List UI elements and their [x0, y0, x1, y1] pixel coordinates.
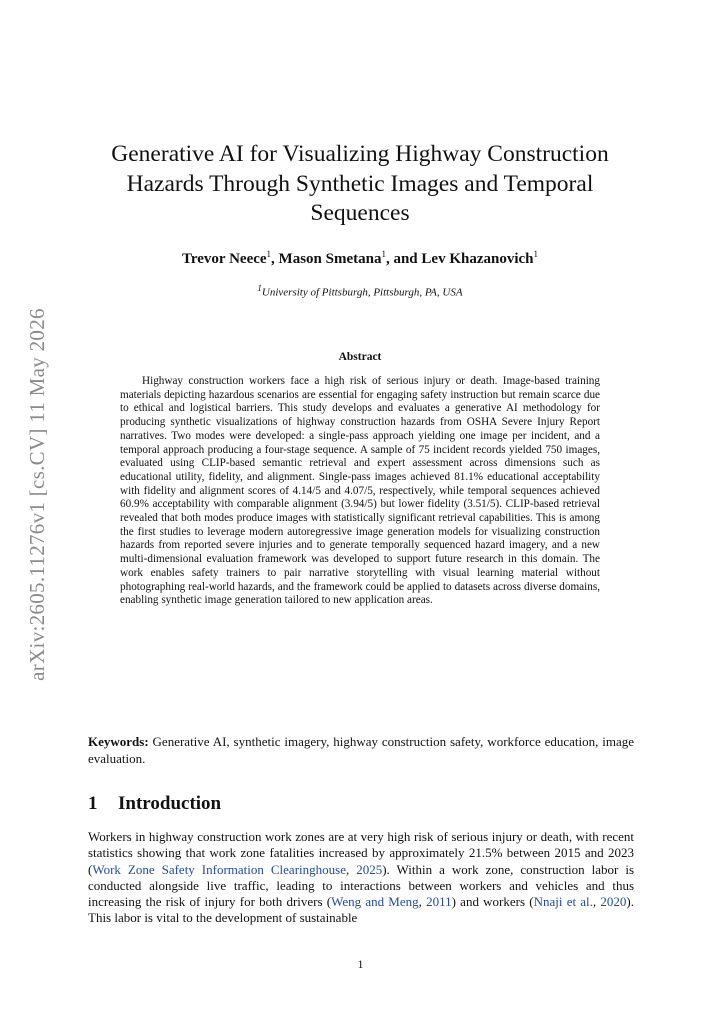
author-list	[80, 249, 640, 268]
keywords-label: Keywords:	[88, 734, 149, 749]
citation-link[interactable]: Weng and Meng	[331, 894, 419, 910]
intro-text: Workers in highway construction work zones are at very high risk of serious injury or death, with recent statistics showing that work zone fatalities increased by approximately 21.5% between 2015 and 2023 (	[88, 829, 634, 877]
affiliation-mark: 1	[533, 249, 538, 259]
arxiv-identifier: arXiv:2605.11276v1 [cs.CV] 11 May 2026	[24, 308, 49, 681]
section-heading	[88, 793, 634, 815]
author-separator: ,	[271, 251, 279, 267]
affiliation-text: University of Pittsburgh, Pittsburgh, PA, USA	[261, 286, 463, 299]
citation-link[interactable]: 2025	[356, 861, 383, 877]
author-name: Trevor Neece	[182, 251, 267, 267]
citation-link[interactable]: 2020	[600, 894, 627, 910]
intro-text: ,	[418, 894, 427, 910]
author-name: Lev Khazanovich	[421, 251, 534, 267]
affiliation-mark: 1	[266, 249, 272, 259]
page-number: 1	[357, 957, 364, 971]
author-name: Mason Smetana	[278, 251, 382, 267]
arxiv-sidebar	[22, 292, 52, 697]
affiliation-mark: 1	[381, 249, 386, 259]
abstract-heading: Abstract	[338, 351, 382, 363]
citation-link[interactable]: Nnaji et al.	[533, 894, 593, 910]
intro-text: ) and workers (	[451, 894, 534, 910]
affiliation	[80, 283, 640, 299]
abstract-body: Highway construction workers face a high risk of serious injury or death. Image-based training materials depicting hazardous scenarios are essential for engaging safety instruction but remain scarce due to ethical and logistical barriers. This study develops and evaluates a generative AI methodology for producing synthetic visualizations of highway construction hazards from OSHA Severe Injury Report narratives. Two modes were developed: a single-pass approach yielding one image per incident, and a temporal approach producing a four-stage sequence. A sample of 75 incident records yielded 750 images, evaluated using CLIP-based semantic retrieval and expert assessment across dimensions such as educational utility, fidelity, and alignment. Single-pass images achieved 81.1% educational acceptability with fidelity and alignment scores of 4.14/5 and 4.07/5, respectively, while temporal sequences achieved 60.9% acceptability with comparable alignment (3.94/5) but lower fidelity (3.51/5). CLIP-based retrieval revealed that both modes produce images with statistically significant retrieval capabilities. This is among the first studies to leverage modern autoregressive image generation models for visualizing construction hazards from reported severe injuries and to generate temporally sequenced hazard imagery, and a new multi-dimensional evaluation framework was developed to support future research in this domain. The work enables safety trainers to pair narrative storytelling with visual learning material without photographing real-world hazards, and the framework could be applied to datasets across diverse domains, enabling synthetic image generation tailored to new application areas.	[120, 375, 600, 607]
intro-text: ). This labor is vital to the development of sustainable	[88, 894, 634, 926]
affiliation-mark: 1	[257, 283, 262, 293]
author-separator: , and	[385, 251, 422, 267]
section-title: Introduction	[118, 793, 222, 814]
intro-text: ,	[592, 894, 601, 910]
section-number: 1	[88, 793, 98, 814]
citation-link[interactable]: 2011	[426, 894, 452, 910]
citation-link[interactable]: Work Zone Safety Information Clearinghouse	[92, 861, 346, 877]
intro-text: ,	[345, 861, 357, 877]
introduction-paragraph	[88, 829, 634, 927]
intro-text: ). Within a work zone, construction labor is conducted alongside live traffic, leading to interactions between workers and vehicles and thus increasing the risk of injury for both drivers (	[88, 861, 634, 910]
keywords-text: Generative AI, synthetic imagery, highway construction safety, workforce education, image evaluation.	[88, 734, 634, 766]
keywords	[88, 734, 634, 767]
paper-title: Generative AI for Visualizing Highway Construction Hazards Through Synthetic Images and Temporal Sequences	[111, 141, 609, 226]
